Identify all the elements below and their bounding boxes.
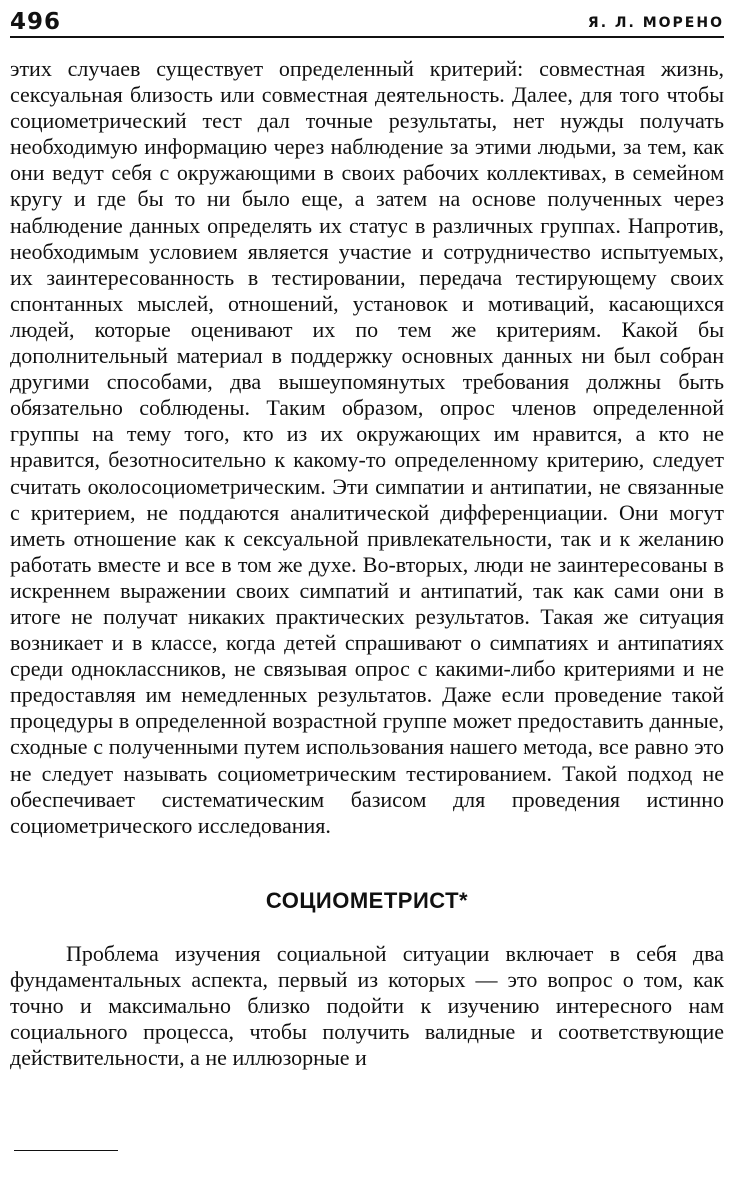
book-page	[10, 8, 724, 1071]
running-head	[10, 8, 724, 38]
section-paragraph: Проблема изучения социальной ситуации включает в себя два фундаментальных аспекта, первый из которых — это вопрос о том, как точно и максимально близко подойти к изучению интересного нам социального процесса, чтобы получить валидные и соответствующие действительности, а не иллюзорные и	[10, 940, 724, 1071]
page-number: 496	[10, 9, 62, 35]
body-paragraph: этих случаев существует определенный критерий: совместная жизнь, сексуальная близость или совместная деятельность. Далее, для того чтобы социометрический тест дал точные результаты, нет нужды получать необходимую информацию через наблюдение за этими людьми, за тем, как они ведут себя с окружающими в своих рабочих коллективах, в семейном кругу и где бы то ни было еще, а затем на основе полученных через наблюдение данных определять их статус в различных группах. Напротив, необходимым условием является участие и сотрудничество испытуемых, их заинтересованность в тестировании, передача тестирующему своих спонтанных мыслей, отношений, установок и мотиваций, касающихся людей, которые оценивают их по тем же критериям. Какой бы дополнительный материал в поддержку основных данных ни был собран другими способами, два вышеупомянутых требования должны быть обязательно соблюдены. Таким образом, опрос членов определенной группы на тему того, кто из их окружающих им нравится, а кто не нравится, безотносительно к какому-то определенному критерию, следует считать околосоциометрическим. Эти симпатии и антипатии, не связанные с критерием, не поддаются аналитической дифференциации. Они могут иметь отношение как к сексуальной привлекательности, так и к желанию работать вместе и все в том же духе. Во-вторых, люди не заинтересованы в искреннем выражении своих симпатий и антипатий, так как сами они в итоге не получат никаких практических результатов. Такая же ситуация возникает и в классе, когда детей спрашивают о симпатиях и антипатиях среди одноклассников, не связывая опрос с какими-либо критериями и не предоставляя им немедленных результатов. Даже если проведение такой процедуры в определенной возрастной группе может предоставить данные, сходные с полученными путем использования нашего метода, все равно это не следует называть социометрическим тестированием. Такой подход не обеспечивает систематическим базисом для проведения истинно социометрического исследования.	[10, 56, 724, 838]
running-head-author: Я. Л. МОРЕНО	[587, 15, 724, 31]
footnote-separator	[14, 1150, 118, 1151]
section-heading: СОЦИОМЕТРИСТ*	[265, 887, 469, 913]
